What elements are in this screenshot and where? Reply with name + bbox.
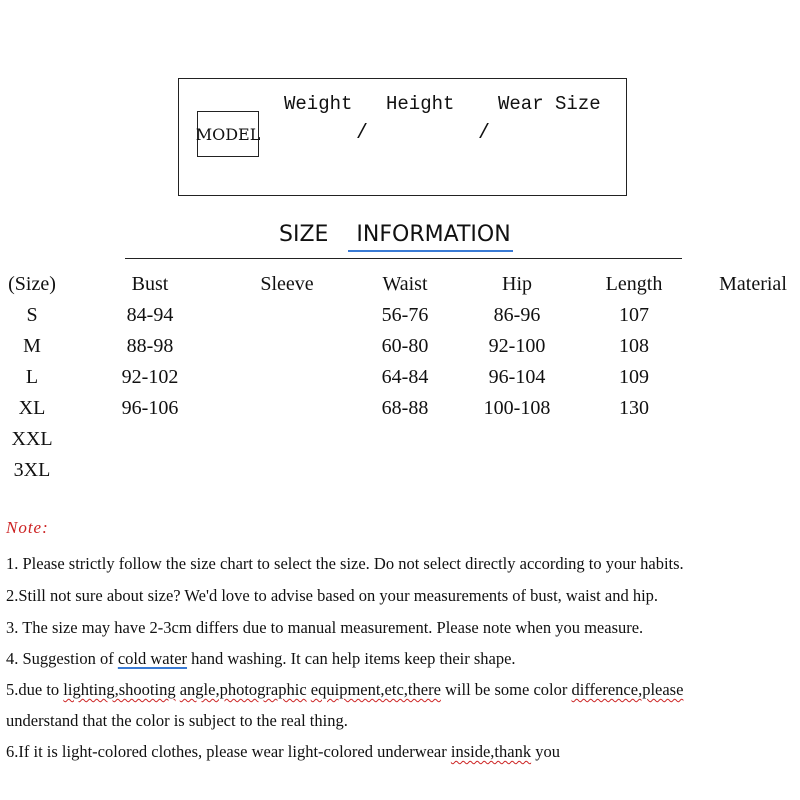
note-5-text: will be some color [440,680,572,699]
column-header-bust: Bust [131,273,169,295]
note-3: 3. The size may have 2-3cm differs due to manual measurement. Please note when you measure. [6,618,644,637]
cell-hip: 86-96 [493,304,541,326]
note-6-text: 6.If it is light-colored clothes, please wear light-colored underwear [6,742,451,761]
note-6-text-end: you [531,742,560,761]
title-divider [125,258,682,259]
cell-size: 3XL [13,459,51,481]
note-1: 1. Please strictly follow the size chart to select the size. Do not select directly according to your habits. [6,554,684,573]
cell-length: 107 [619,304,649,326]
column-header-material: Material [719,273,787,295]
cell-size: XXL [11,428,53,450]
cell-length: 108 [619,335,649,357]
wear-size-header: Wear Size [498,93,601,115]
cell-waist: 68-88 [381,397,429,419]
note-5 [6,680,683,700]
height-header: Height [386,93,455,115]
cell-size: XL [18,397,46,419]
weight-value: / [356,122,369,145]
height-value: / [478,122,491,145]
cell-hip: 96-104 [488,366,546,388]
cell-size: M [23,335,41,357]
cell-bust: 88-98 [126,335,174,357]
note-5-wavy: equipment,etc,there [310,680,441,699]
cell-bust: 96-106 [121,397,179,419]
note-4-text-end: hand washing. It can help items keep their shape. [187,649,516,668]
cell-hip: 100-108 [483,397,551,419]
note-4 [6,649,516,669]
column-header-size: (Size) [8,273,56,295]
note-5-wavy: lighting,shooting [63,680,176,699]
note-5-continued: understand that the color is subject to the real thing. [6,711,348,730]
cell-hip: 92-100 [488,335,546,357]
section-title [279,222,511,247]
column-header-waist: Waist [382,273,428,295]
model-label: MODEL [197,111,259,157]
note-5-wavy: angle,photographic [179,680,307,699]
note-4-text: 4. Suggestion of [6,649,118,668]
cell-size: S [26,304,38,326]
note-4-underlined: cold water [117,649,188,668]
column-header-hip: Hip [502,273,532,295]
note-5-wavy: difference,please [571,680,684,699]
cell-size: L [25,366,39,388]
column-header-length: Length [605,273,663,295]
note-2: 2.Still not sure about size? We'd love to advise based on your measurements of bust, waist and hip. [6,586,659,605]
cell-bust: 84-94 [126,304,174,326]
section-title-part2: INFORMATION [356,222,511,247]
cell-waist: 60-80 [381,335,429,357]
column-header-sleeve: Sleeve [260,273,314,295]
title-underline [348,250,513,252]
weight-header: Weight [284,93,353,115]
cell-waist: 64-84 [381,366,429,388]
cell-length: 130 [619,397,649,419]
section-title-part1: SIZE [279,222,329,247]
note-6 [6,742,560,762]
note-title: Note: [6,518,49,537]
cell-waist: 56-76 [381,304,429,326]
note-5-text: 5.due to [6,680,64,699]
note-6-wavy: inside,thank [450,742,532,761]
cell-bust: 92-102 [121,366,179,388]
cell-length: 109 [619,366,649,388]
